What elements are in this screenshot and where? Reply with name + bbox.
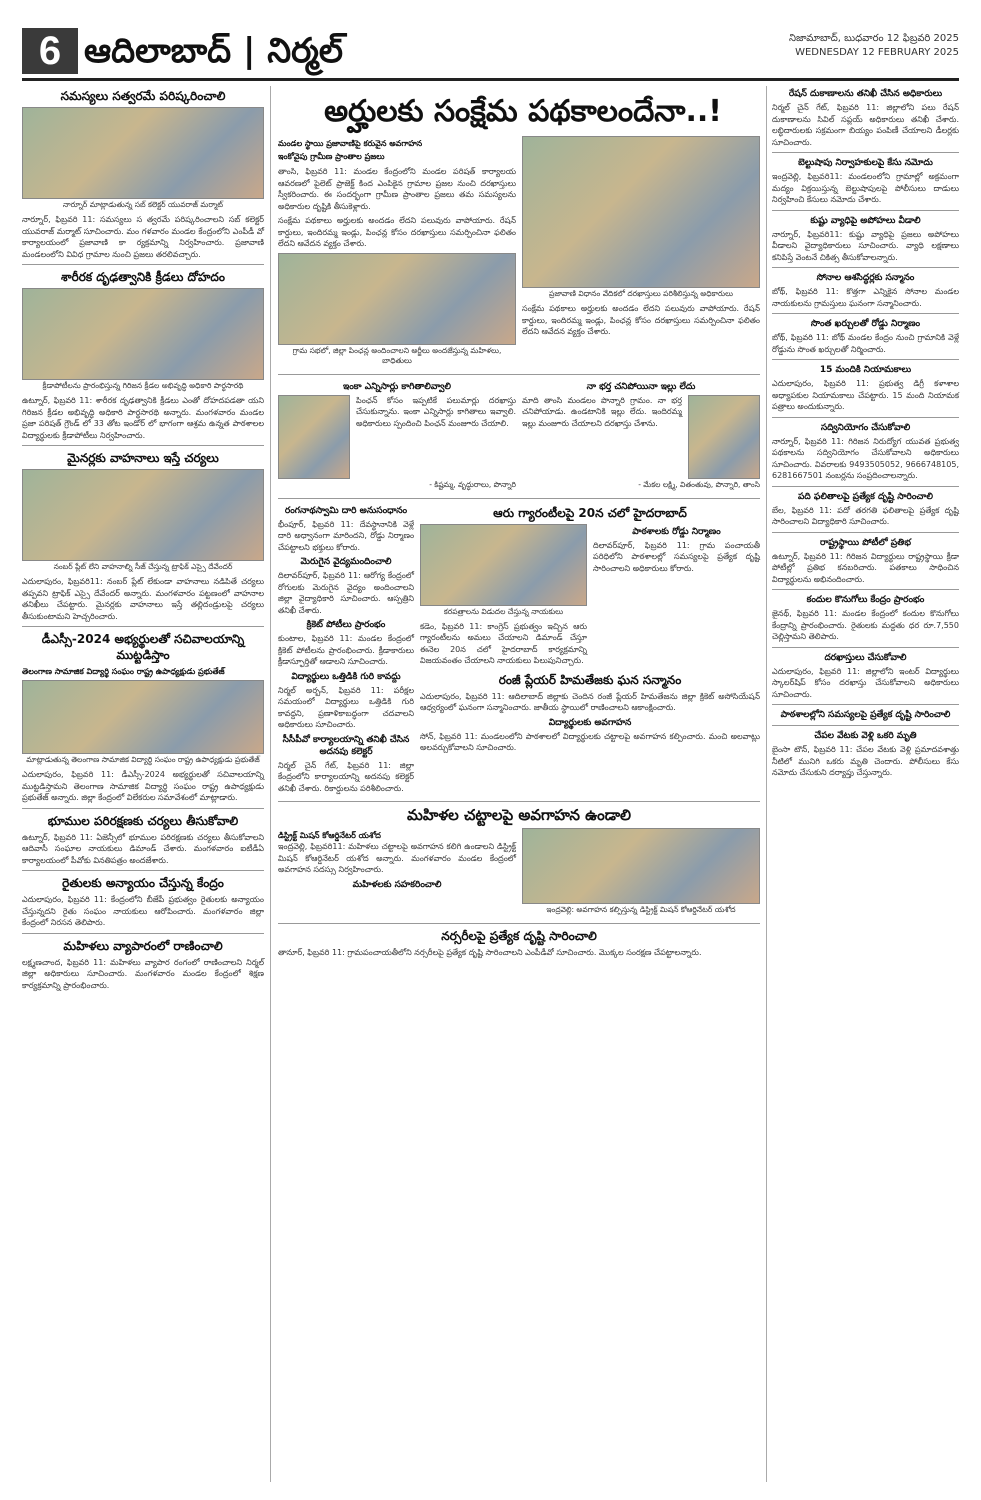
article-body: జైనథ్, ఫిబ్రవరి 11: మండల కేంద్రంలో కందుల కొనుగోలు కేంద్రాన్ని ప్రారంభించారు. రైతులకు మద్దతు ధర రూ.7,550 చెల్లిస్తామని తెలిపారు. [772,609,959,641]
article-body: బేల, ఫిబ్రవరి 11: పదో తరగతి ఫలితాలపై ప్రత్యేక దృష్టి సారించాలని విద్యాధికారి సూచించారు. [772,505,959,526]
divider [22,445,264,446]
article-body: మాది తాంసి మండలం పొన్నారి గ్రామం. నా భర్త చనిపోయాడు. ఉండటానికి ఇల్లు లేదు. ఇందిరమ్మ ఇల్లు మంజూరు చేయాలని దరఖాస్తు చేశాను. [522,395,682,428]
news-photo [22,680,264,754]
article-headline: దరఖాస్తులు చేసుకోవాలి [824,652,907,663]
article-headline: రైతులకు అన్యాయం చేస్తున్న కేంద్రం [62,876,224,890]
article-headline: కందుల కొనుగోలు కేంద్రం ప్రారంభం [806,595,925,605]
article-body: బోథ్, ఫిబ్రవరి 11: కొత్తగా ఎన్నికైన సోనాల మండల నాయకులను గ్రామస్తులు ఘనంగా సన్మానించారు. [772,287,959,308]
divider [22,264,264,265]
article-headline: మైనర్లకు వాహనాలు ఇస్తే చర్యలు [67,451,219,465]
dateline [789,32,959,60]
article-body: భీంపూర్, ఫిబ్రవరి 11: దేవస్థానానికి వెళ్లే దారి అధ్వానంగా మారిందని, రోడ్డు నిర్మాణం చేపట్టాలని భక్తులు కోరారు. [278,519,414,552]
photo-caption: మాట్లాడుతున్న తెలంగాణ సామాజిక విద్యార్థి సంఘం రాష్ట్ర ఉపాధ్యక్షుడు ప్రభుతేజ్ [26,755,260,764]
news-photo [22,288,264,380]
article-body: కడెం, ఫిబ్రవరి 11: కాంగ్రెస్ ప్రభుత్వం ఇచ్చిన ఆరు గ్యారంటీలను అమలు చేయాలని డిమాండ్ చేస్తూ ఈనెల 20న చలో హైదరాబాద్ కార్యక్రమాన్ని విజయవంతం చేయాలని నాయకులు పిలుపునిచ్చారు. [420,621,587,665]
article-body: నార్నూర్, ఫిబ్రవరి 11: గిరిజన నిరుద్యోగ యువత ప్రభుత్వ పథకాలను సద్వినియోగం చేసుకోవాలని అధికారులు సూచించారు. వివరాలకు 9493505052, 9666748105, 6281667501 నంబర్లను సంప్రదించాలన్నారు. [772,436,959,480]
divider [772,417,959,418]
sub-headline: మెరుగైన వైద్యమందించాలి [300,557,392,567]
sub-headline: సీసీపీవో కార్యాలయాన్ని తనిఖీ చేసిన అదనపు కలెక్టర్ [282,734,410,757]
article-body: ఉట్నూర్, ఫిబ్రవరి 11: ఏజెన్సీలో భూముల పరిరక్షణకు చర్యలు తీసుకోవాలని ఆదివాసీ సంఘాల నాయకులు డిమాండ్ చేశారు. మంగళవారం ఐటీడీఏ కార్యాలయంలో పీవోకు వినతిపత్రం అందజేశారు. [22,832,264,865]
article-body: ఇంద్రవెల్లి, ఫిబ్రవరి11: మండలంలోని గ్రామాల్లో అక్రమంగా మద్యం విక్రయిస్తున్న బెల్టుషాపులపై పోలీసులు దాడులు నిర్వహించి కేసులు నమోదు చేశారు. [772,172,959,204]
article-headline: కుష్టు వ్యాధిపై అపోహలు వీడాలి [810,215,921,226]
article-body: నిర్మల్ అర్బన్, ఫిబ్రవరి 11: పరీక్షల సమయంలో విద్యార్థులు ఒత్తిడికి గురి కావద్దని, ప్రణాళికాబద్ధంగా చదవాలని అధికారులు సూచించారు. [278,685,414,729]
photo-caption: ఇంద్రవెల్లి: అవగాహన కల్పిస్తున్న డిస్ట్రిక్ట్ మిషన్ కోఆర్డినేటర్ యశోద [546,905,736,914]
sub-headline: విద్యార్థులకు అవగాహన [548,717,632,728]
sub-headline: పాఠశాలకు రోడ్డు నిర్మాణం [632,526,721,537]
article-headline: సోనాల ఆశసిద్ధర్లకు సన్మానం [816,273,915,283]
photo-caption: గ్రామ సభలో, జిల్లా పింఛన్ల అందించాలని అర్జీలు అందజేస్తున్న మహిళలు, బాధితులు [292,345,502,365]
photo-caption: నార్నూర్ మాట్లాడుతున్న సబ్ కలెక్టర్ యువరాజ్ మర్మాట్ [62,200,224,209]
article-body: ఎదులాపురం, ఫిబ్రవరి 11: ప్రభుత్వ డిగ్రీ కళాశాల అధ్యాపకుల నియామకాలు చేపట్టారు. 15 మంది నియామక పత్రాలు అందుకున్నారు. [772,379,959,411]
divider [772,647,959,648]
sub-headline: క్రికెట్ పోటీలు ప్రారంభం [306,620,386,630]
news-photo [522,828,760,904]
article-body: పింఛన్ కోసం ఇప్పటికే పలుమార్లు దరఖాస్తు చేసుకున్నాను. ఇంకా ఎన్నిసార్లు కాగితాలు ఇవ్వాలి. అధికారులు స్పందించి పింఛన్ మంజూరు చేయాలి. [356,395,516,428]
divider [22,808,264,809]
sub-headline: మహిళలకు సహకరించాలి [352,879,442,890]
article-headline: 15 మందికి నియామకాలు [819,365,912,375]
right-column [772,86,959,1482]
article-body: ఉట్నూర్, ఫిబ్రవరి 11: గిరిజన విద్యార్థులు రాష్ట్రస్థాయి క్రీడా పోటీల్లో ప్రతిభ కనబరిచారు. పతకాలు సాధించిన విద్యార్థులను అభినందించారు. [772,551,959,584]
photo-caption: నంబర్ ప్లేట్ లేని వాహనాల్ని సీజ్ చేస్తున్న ట్రాఫిక్ ఎస్సై దేవేందర్ [53,562,233,571]
date-english: WEDNESDAY 12 FEBRUARY 2025 [795,47,959,58]
article-headline: బెల్టుషాపు నిర్వాహకులపై కేసు నమోదు [798,158,933,168]
quote-attribution: - మేకల లక్ష్మి, వితంతువు, పొన్నారి, తాంసి [638,479,760,489]
article-body: నిర్మల్ చైన్ గేట్, ఫిబ్రవరి 11: జిల్లాలోని పలు రేషన్ దుకాణాలను సివిల్ సప్లయ్ అధికారులు తనిఖీ చేశారు. లబ్ధిదారులకు సక్రమంగా బియ్యం పంపిణీ చేయాలని డీలర్లకు సూచించారు. [772,103,959,147]
article-body: దిలావర్‌పూర్, ఫిబ్రవరి 11: గ్రామ పంచాయతీ పరిధిలోని పాఠశాలల్లో సమస్యలపై ప్రత్యేక దృష్టి సారించాలని అధికారులు కోరారు. [593,540,760,573]
news-photo [522,136,760,288]
article-headline: మహిళలు వ్యాపారంలో రాణించాలి [63,938,223,953]
article-body: సంక్షేమ పథకాలు అర్హులకు అందడం లేదని పలువురు వాపోయారు. రేషన్ కార్డులు, ఇందిరమ్మ ఇండ్లు, పింఛన్ల కోసం దరఖాస్తులు సమర్పించినా ఫలితం లేదని ఆవేదన వ్యక్తం చేశారు. [522,304,760,336]
divider [772,152,959,153]
sub-headline: విద్యార్థులు ఒత్తిడికి గురి కావద్దు [291,671,401,682]
article-headline: పది ఫలితాలపై ప్రత్యేక దృష్టి సారించాలి [798,491,933,502]
article-body: ఇంద్రవెల్లి, ఫిబ్రవరి11: మహిళలు చట్టాలపై అవగాహన కలిగి ఉండాలని డిస్ట్రిక్ట్ మిషన్ కోఆర్డినేటర్ యశోద అన్నారు. మంగళవారం మండల కేంద్రంలో అవగాహన సదస్సు నిర్వహించారు. [278,842,516,874]
divider [772,532,959,533]
date-telugu: నిజామాబాద్, బుధవారం 12 ఫిబ్రవరి 2025 [789,33,959,44]
photo-caption: క్రీడాపోటీలను ప్రారంభిస్తున్న గిరిజన క్రీడల అభివృద్ధి అధికారి పార్థసారథి [42,381,244,390]
news-photo [420,524,587,606]
headline-bullet: ఇంకోవైపు గ్రామీణ ప్రాంతాల ప్రజలు [278,152,385,161]
section-title: ఆదిలాబాద్ | నిర్మల్ [84,31,343,71]
divider [278,923,760,924]
article-body: ఉట్నూర్, ఫిబ్రవరి 11: శారీరక దృఢత్వానికి క్రీడలు ఎంతో దోహదపడతా యని గిరిజన క్రీడల అభివృద్ధి అధికారి పార్థసారథి అన్నారు. మంగళవారం మండల ప్రజా పరిషత్ గ్రౌండ్ లో 33 తోట ఇండోర్ లో భాగంగా ఆశ్రమ ఉన్నత పాఠశాలల విద్యార్థులకు క్రీడాపోటీలు నిర్వహించారు. [22,396,264,440]
news-photo [278,253,516,345]
header-rule [22,78,959,81]
divider [772,486,959,487]
article-headline: ఆరు గ్యారంటీలపై 20న చలో హైదరాబాద్ [493,505,687,520]
article-body: బైంసా టౌన్, ఫిబ్రవరి 11: చేపల వేటకు వెళ్లి ప్రమాదవశాత్తు నీటిలో మునిగి ఒకరు మృతి చెందారు. పోలీసులు కేసు నమోదు చేసుకుని దర్యాప్తు చేస్తున్నారు. [772,745,959,777]
article-body: బోథ్, ఫిబ్రవరి 11: బోథ్ మండల కేంద్రం నుంచి గ్రామానికి వెళ్లే రోడ్డును సొంత ఖర్చులతో నిర్మించారు. [772,333,959,354]
sub-headline: నా భర్త చనిపోయినా ఇల్లు లేదు [586,381,696,392]
center-column [278,136,760,1482]
photo-caption: కరపత్రాలను విడుదల చేస్తున్న నాయకులు [443,606,564,616]
article-body: ఎదులాపురం, ఫిబ్రవరి11: నంబర్ ప్లేట్ లేకుండా వాహనాలు నడిపితే చర్యలు తప్పవని ట్రాఫిక్ ఎస్సై దేవేందర్ అన్నారు. మంగళవారం పట్టణంలో వాహనాల తనిఖీలు చేపట్టారు. మైనర్లకు వాహనాలు ఇస్తే తల్లిదండ్రులపై చర్యలు తీసుకుంటామని హెచ్చరించారు. [22,577,264,621]
divider [772,589,959,590]
divider [772,704,959,705]
news-photo [22,469,264,561]
article-body: నిర్మల్ చైన్ గేట్, ఫిబ్రవరి 11: జిల్లా కేంద్రంలోని కార్యాలయాన్ని అదనపు కలెక్టర్ తనిఖీ చేశారు. రికార్డులను పరిశీలించారు. [278,760,414,793]
article-headline: చేపల వేటకు వెళ్లి ఒకరి మృతి [814,731,917,741]
article-bullet: తెలంగాణ సామాజిక విద్యార్థి సంఘం రాష్ట్ర ఉపాధ్యక్షుడు ప్రభుతేజ్ [22,667,225,676]
article-headline: సద్వినియోగం చేసుకోవాలి [820,422,911,433]
divider [22,933,264,934]
article-headline: సొంత ఖర్చులతో రోడ్డు నిర్మాణం [810,319,921,329]
article-headline: శారీరక దృఢత్వానికి క్రీడలు దోహదం [61,270,225,284]
article-body: తాంసి, ఫిబ్రవరి 11: మండల కేంద్రంలోని మండల పరిషత్ కార్యాలయ ఆవరణలో పైలెట్ ప్రాజెక్ట్ కింద ఎంపికైన గ్రామాల ప్రజల నుంచి దరఖాస్తులు స్వీకరించారు. ఈ సందర్భంగా గ్రామీణ ప్రాంతాల ప్రజలు తమ సమస్యలను అధికారుల దృష్టికి తీసుకెళ్లారు. [278,167,516,211]
article-body: ఎదులాపురం, ఫిబ్రవరి 11: ఆదిలాబాద్ జిల్లాకు చెందిన రంజీ ప్లేయర్ హిమతేజను జిల్లా క్రికెట్ అసోసియేషన్ ఆధ్వర్యంలో ఘనంగా సన్మానించారు. జాతీయ స్థాయిలో రాణించాలని ఆకాంక్షించారు. [420,691,760,712]
article-headline: నర్సరీలపై ప్రత్యేక దృష్టి సారించాలి [441,929,597,943]
divider [772,210,959,211]
article-headline: డీఎస్సీ-2024 అభ్యర్థులతో సచివాలయాన్ని ముట్టడిస్తాం [41,632,245,662]
divider [22,870,264,871]
article-body: నార్నూర్, ఫిబ్రవరి 11: సమస్యలు స త్వరమే పరిష్కరించాలని సబ్ కలెక్టర్ యువరాజ్ మర్మాట్ సూచించారు. మం గళవారం మండల కేంద్రంలోని ఎంపీడీ వో కార్యాలయంలో ప్రజావాణి కా ర్యక్రమాన్ని నిర్వహించారు. ప్రజావాణి మండలంలోని వివిధ గ్రామాల నుంచి ప్రజలు తరలివచ్చారు. [22,215,264,259]
article-body: లక్ష్మణచాంద, ఫిబ్రవరి 11: మహిళలు వ్యాపార రంగంలో రాణించాలని నిర్మల్ జిల్లా అధికారులు సూచించారు. మంగళవారం మండల కేంద్రంలో శిక్షణ కార్యక్రమాన్ని ప్రారంభించారు. [22,957,264,990]
article-body: సంక్షేమ పథకాలు అర్హులకు అందడం లేదని పలువురు వాపోయారు. రేషన్ కార్డులు, ఇందిరమ్మ ఇండ్లు, పింఛన్ల కోసం దరఖాస్తులు సమర్పించినా ఫలితం లేదని ఆవేదన వ్యక్తం చేశారు. [278,216,516,248]
article-headline: సమస్యలు సత్వరమే పరిష్కరించాలి [60,89,226,103]
column-divider [766,86,767,1482]
sub-headline: రంగనాథస్వామి దారి అనుసంధానం [284,505,408,516]
divider [22,626,264,627]
divider [278,498,760,499]
headline-bullet: మండల స్థాయి ప్రజావాణిపై కరువైన అవగాహన [278,139,423,148]
divider [278,801,760,802]
article-bullet: డిస్ట్రిక్ట్ మిషన్ కోఆర్డినేటర్ యశోద [278,831,381,840]
divider [772,267,959,268]
article-body: ఎదులాపురం, ఫిబ్రవరి 11: జిల్లాలోని ఇంటర్ విద్యార్థులు స్కాలర్‌షిప్ కోసం దరఖాస్తు చేసుకోవాలని అధికారులు సూచించారు. [772,666,959,699]
article-headline: భూముల పరిరక్షణకు చర్యలు తీసుకోవాలి [47,813,239,828]
divider [278,374,760,375]
article-body: సోన్, ఫిబ్రవరి 11: మండలంలోని పాఠశాలలో విద్యార్థులకు చట్టాలపై అవగాహన కల్పించారు. మంచి అలవాట్లు అలవర్చుకోవాలని సూచించారు. [420,731,760,752]
photo-caption: ప్రజావాణి విధానం వేదికలో దరఖాస్తులు పరిశీలిస్తున్న అధికారులు [548,289,733,298]
left-column [22,86,264,1482]
article-body: తానూర్, ఫిబ్రవరి 11: గ్రామపంచాయతీలోని నర్సరీలపై ప్రత్యేక దృష్టి సారించాలని ఎంపీడీవో సూచించారు. మొక్కల సంరక్షణ చేపట్టాలన్నారు. [278,948,702,957]
quote-attribution: - కిష్టమ్మ, వృద్ధురాలు, పొన్నారి [429,479,516,489]
article-body: ఎదులాపురం, ఫిబ్రవరి 11: కేంద్రంలోని బీజేపీ ప్రభుత్వం రైతులకు అన్యాయం చేస్తున్నదని రైతు సంఘం నాయకులు ఆరోపించారు. మంగళవారం జిల్లా కేంద్రంలో నిరసన తెలిపారు. [22,895,264,927]
article-body: నార్నూర్, ఫిబ్రవరి11: కుష్టు వ్యాధిపై ప్రజలు అపోహలు వీడాలని వైద్యాధికారులు సూచించారు. వ్యాధి లక్షణాలు కనిపిస్తే వెంటనే చికిత్స తీసుకోవాలన్నారు. [772,229,959,262]
article-body: కుంటాల, ఫిబ్రవరి 11: మండల కేంద్రంలో క్రికెట్ పోటీలను ప్రారంభించారు. క్రీడాకారులు క్రీడాస్ఫూర్తితో ఆడాలని సూచించారు. [278,634,414,666]
article-headline: రంజీ ప్లేయర్ హిమతేజకు ఘన సన్మానం [498,672,682,687]
column-divider [270,86,271,1482]
portrait-photo [278,395,350,479]
divider [772,725,959,726]
article-body: ఎదులాపురం, ఫిబ్రవరి 11: డీఎస్సీ-2024 అభ్యర్థులతో సచివాలయాన్ని ముట్టడిస్తామని తెలంగాణ సామాజిక విద్యార్థి సంఘం రాష్ట్ర ఉపాధ్యక్షుడు ప్రభుతేజ్ అన్నారు. జిల్లా కేంద్రంలో విలేకరుల సమావేశంలో మాట్లాడారు. [22,770,264,802]
article-headline: పాఠశాలల్లోని సమస్యలపై ప్రత్యేక దృష్టి సారించాలి [780,710,951,720]
article-headline: మహిళల చట్టాలపై అవగాహన ఉండాలి [406,806,632,824]
divider [772,313,959,314]
page-number: 6 [22,28,78,74]
portrait-photo [688,395,760,479]
divider [772,359,959,360]
article-headline: రేషన్ దుకాణాలను తనిఖీ చేసిన అధికారులు [788,89,943,99]
article-body: దిలావర్‌పూర్, ఫిబ్రవరి 11: ఆరోగ్య కేంద్రంలో రోగులకు మెరుగైన వైద్యం అందించాలని జిల్లా వైద్యాధికారి సూచించారు. ఆస్పత్రిని తనిఖీ చేశారు. [278,571,414,615]
article-headline: రాష్ట్రస్థాయి పోటీలో ప్రతిభ [820,537,911,548]
news-photo [22,107,264,199]
sub-headline: ఇంకా ఎన్నిసార్లు కాగితాలివ్వాలి [343,381,451,392]
main-headline: అర్హులకు సంక్షేమ పథకాలందేనా..! [324,94,722,129]
